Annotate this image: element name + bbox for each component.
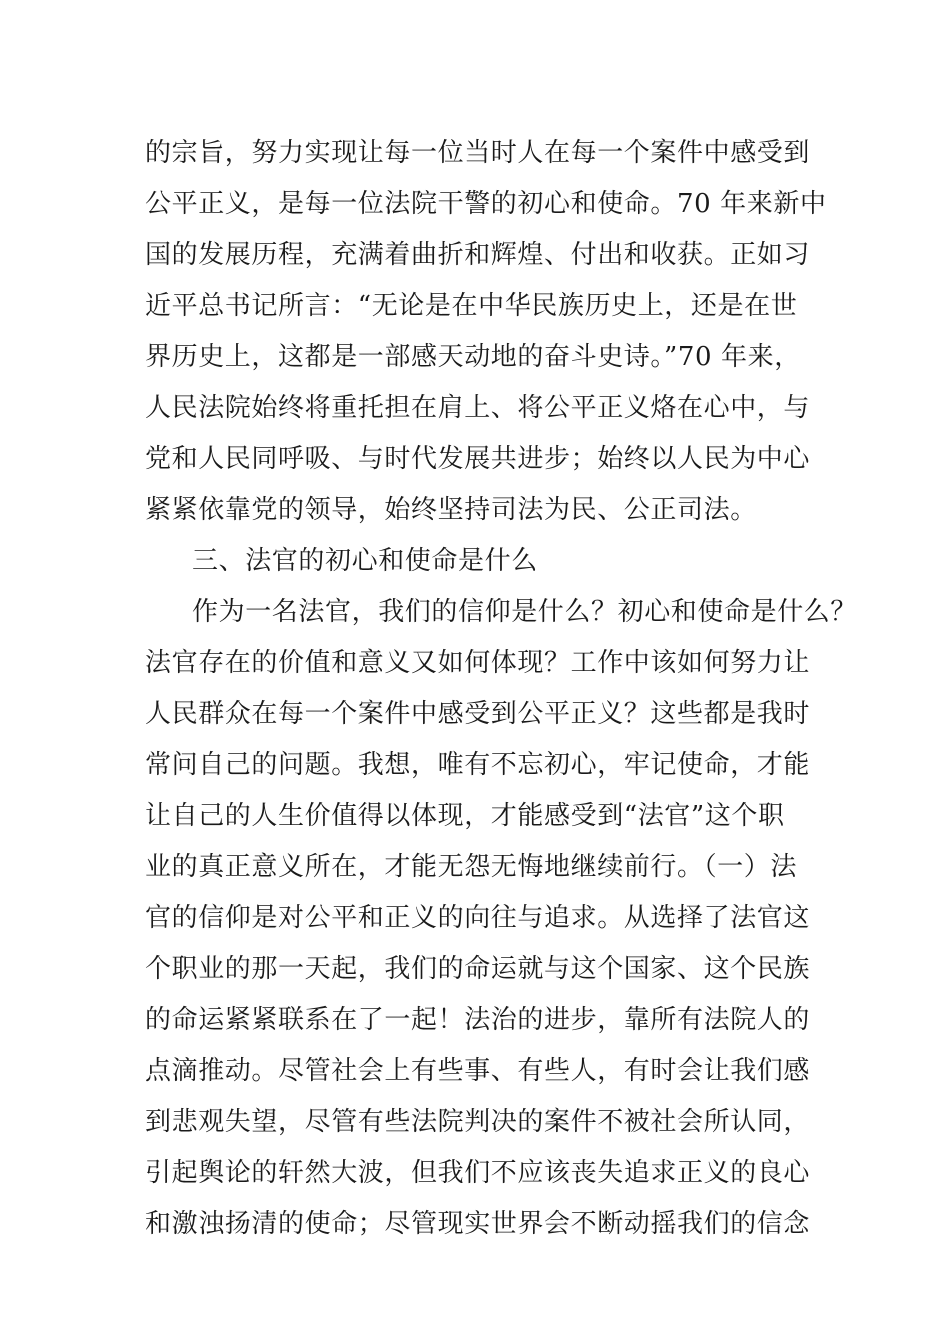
text-line: 的命运紧紧联系在了一起！法治的进步，靠所有法院人的	[145, 1005, 811, 1035]
text-line: 公平正义，是每一位法院干警的初心和使命。70 年来新中	[145, 189, 827, 219]
text-line: 法官存在的价值和意义又如何体现？工作中该如何努力让	[145, 648, 811, 678]
text-line: 到悲观失望，尽管有些法院判决的案件不被社会所认同，	[145, 1107, 811, 1137]
text-line: 近平总书记所言：“无论是在中华民族历史上，还是在世	[145, 291, 798, 321]
text-line: 业的真正意义所在，才能无怨无悔地继续前行。（一）法	[145, 852, 798, 882]
text-line: 人民群众在每一个案件中感受到公平正义？这些都是我时	[145, 699, 811, 729]
text-line: 点滴推动。尽管社会上有些事、有些人，有时会让我们感	[145, 1056, 811, 1086]
text-line: 常问自己的问题。我想，唯有不忘初心，牢记使命，才能	[145, 750, 811, 780]
text-line: 党和人民同呼吸、与时代发展共进步；始终以人民为中心	[145, 444, 811, 474]
text-line: 界历史上，这都是一部感天动地的奋斗史诗。”70 年来，	[145, 342, 801, 372]
text-line: 让自己的人生价值得以体现，才能感受到“法官”这个职	[145, 801, 785, 831]
text-line: 引起舆论的轩然大波，但我们不应该丧失追求正义的良心	[145, 1158, 811, 1188]
text-line: 官的信仰是对公平和正义的向往与追求。从选择了法官这	[145, 903, 811, 933]
text-line: 和激浊扬清的使命；尽管现实世界会不断动摇我们的信念	[145, 1209, 811, 1239]
text-line: 作为一名法官，我们的信仰是什么？初心和使命是什么？	[192, 597, 858, 627]
text-line: 国的发展历程，充满着曲折和辉煌、付出和收获。正如习	[145, 240, 811, 270]
text-line: 个职业的那一天起，我们的命运就与这个国家、这个民族	[145, 954, 811, 984]
text-line: 的宗旨，努力实现让每一位当时人在每一个案件中感受到	[145, 138, 811, 168]
text-line: 紧紧依靠党的领导，始终坚持司法为民、公正司法。	[145, 495, 757, 525]
section-heading: 三、法官的初心和使命是什么	[192, 546, 538, 576]
text-line: 人民法院始终将重托担在肩上、将公平正义烙在心中，与	[145, 393, 811, 423]
